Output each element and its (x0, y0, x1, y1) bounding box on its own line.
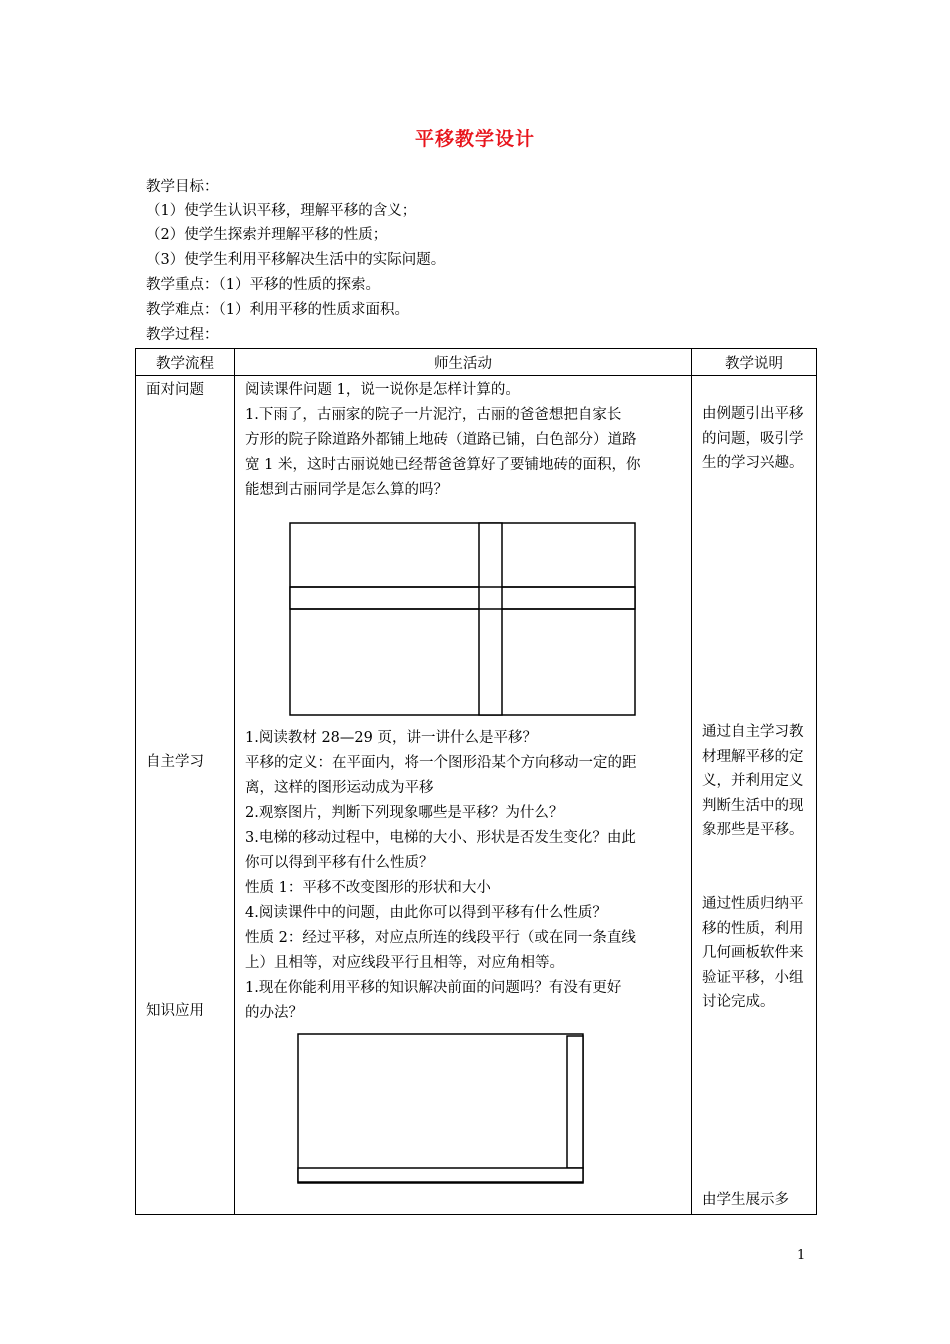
goal-item-2: （2）使学生探索并理解平移的性质； (146, 227, 388, 243)
page-title: 平移教学设计 (414, 128, 535, 150)
header-flow: 教学流程 (136, 349, 235, 376)
flow-stage-1: 面对问题 (146, 382, 204, 398)
header-activity: 师生活动 (235, 349, 692, 376)
table-header-row (136, 349, 817, 376)
apply-line-2: 的办法？ (245, 1005, 303, 1021)
property-1: 性质 1：平移不改变图形的形状和大小 (245, 880, 491, 896)
goal-item-1: （1）使学生认识平移，理解平移的含义； (146, 203, 417, 219)
property-2-line-1: 性质 2：经过平移，对应点所连的线段平行（或在同一条直线 (245, 930, 636, 946)
process-label: 教学过程： (146, 327, 219, 343)
observe-question: 2.观察图片，判断下列现象哪些是平移？为什么？ (245, 805, 564, 821)
lesson-table (135, 348, 817, 1215)
notes-cell (692, 376, 817, 1215)
activity-cell (235, 376, 692, 1215)
header-notes: 教学说明 (692, 349, 817, 376)
courseware-question: 4.阅读课件中的问题，由此你可以得到平移有什么性质？ (245, 905, 607, 921)
table-row (136, 376, 817, 1215)
flow-stage-2: 自主学习 (146, 754, 204, 770)
goals-label: 教学目标： (146, 179, 219, 195)
definition-line-1: 平移的定义：在平面内，将一个图形沿某个方向移动一定的距 (245, 755, 637, 771)
note-2: 通过自主学习教材理解平移的定义，并利用定义判断生活中的现象那些是平移。 (702, 724, 804, 839)
note-1: 由例题引出平移的问题，吸引学生的学习兴趣。 (702, 406, 804, 472)
difficulty: 教学难点：（1）利用平移的性质求面积。 (146, 302, 409, 318)
key-point: 教学重点：（1）平移的性质的探索。 (146, 277, 380, 293)
apply-line-1: 1.现在你能利用平移的知识解决前面的问题吗？有没有更好 (245, 980, 622, 996)
translated-road-figure (297, 1033, 587, 1185)
yard-cross-road-figure (289, 522, 637, 718)
problem-line-3: 宽 1 米，这时古丽说她已经帮爸爸算好了要铺地砖的面积，你 (245, 457, 641, 473)
elevator-line-2: 你可以得到平移有什么性质？ (245, 855, 434, 871)
page-number: 1 (797, 1248, 806, 1263)
problem-line-1: 1.下雨了，古丽家的院子一片泥泞，古丽的爸爸想把自家长 (245, 407, 622, 423)
elevator-line-1: 3.电梯的移动过程中，电梯的大小、形状是否发生变化？由此 (245, 830, 636, 846)
problem-line-2: 方形的院子除道路外都铺上地砖（道路已铺，白色部分）道路 (245, 432, 637, 448)
problem-line-4: 能想到古丽同学是怎么算的吗？ (245, 482, 448, 498)
activity-intro: 阅读课件问题 1，说一说你是怎样计算的。 (245, 382, 520, 398)
flow-cell (136, 376, 235, 1215)
goal-item-3: （3）使学生利用平移解决生活中的实际问题。 (146, 252, 446, 268)
definition-line-2: 离，这样的图形运动成为平移 (245, 780, 434, 796)
read-textbook: 1.阅读教材 28—29 页，讲一讲什么是平移？ (245, 730, 537, 746)
property-2-line-2: 上）且相等，对应线段平行且相等，对应角相等。 (245, 955, 564, 971)
note-3: 通过性质归纳平移的性质，利用几何画板软件来验证平移，小组讨论完成。 (702, 896, 804, 1011)
flow-stage-3: 知识应用 (146, 1003, 204, 1019)
note-4: 由学生展示多 (702, 1192, 789, 1208)
